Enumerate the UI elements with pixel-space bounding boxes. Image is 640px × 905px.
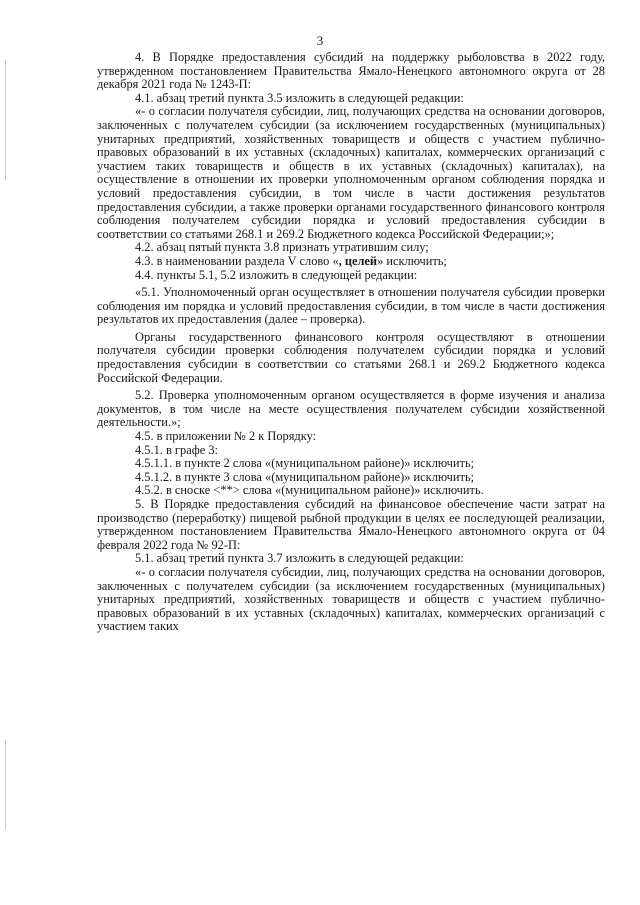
paragraph: 4.5.2. в сноске <**> слова «(муниципальном районе)» исключить. xyxy=(135,483,484,498)
paragraph: 4.4. пункты 5.1, 5.2 изложить в следующей редакции: xyxy=(135,267,418,282)
paragraph: «5.1. Уполномоченный орган осуществляет в отношении получателя субсидии проверки соблюдения им порядка и условий предоставления субсидии, в том числе в части достижения результатов их предоставления (далее – проверка). xyxy=(97,285,605,327)
paragraph xyxy=(97,255,605,269)
paragraph: 4. В Порядке предоставления субсидий на поддержку рыболовства в 2022 году, утвержденном постановлением Правительства Ямало-Ненецкого автономного округа от 28 декабря 2021 года № 1243-П: xyxy=(97,50,605,92)
paragraph: 4.5.1. в графе 3: xyxy=(135,442,218,457)
paragraph: 4.5.1.1. в пункте 2 слова «(муниципальном районе)» исключить; xyxy=(135,456,475,471)
scan-edge-mark xyxy=(5,740,6,830)
page-number: 3 xyxy=(316,33,324,48)
text-run: 4.3. в наименовании раздела V слово « xyxy=(135,253,339,268)
document-body xyxy=(97,51,605,634)
scan-edge-mark xyxy=(5,60,6,180)
paragraph: 4.1. абзац третий пункта 3.5 изложить в следующей редакции: xyxy=(135,90,464,105)
paragraph: «- о согласии получателя субсидии, лиц, получающих средства на основании договоров, заключенных с получателем субсидии (за исключением государственных (муниципальных) унитарных предприятий, хозяйственных товариществ и обществ с участием публично-правовых образований в их уставных (складочных) капиталах, коммерческих организаций с участием таких xyxy=(97,564,605,634)
paragraph: Органы государственного финансового контроля осуществляют в отношении получателя субсидии проверки соблюдения получателем субсидии порядка и условий предоставления субсидии в соответствии со статьями 268.1 и 269.2 Бюджетного кодекса Российской Федерации. xyxy=(97,329,605,385)
paragraph: 4.5.1.2. в пункте 3 слова «(муниципальном районе)» исключить; xyxy=(135,469,475,484)
paragraph: 5. В Порядке предоставления субсидий на финансовое обеспечение части затрат на производство (переработку) пищевой рыбной продукции в целях ее последующей реализации, утвержденном постановлением Правительства Ямало-Ненецкого автономного округа от 04 февраля 2022 года № 92-П: xyxy=(97,497,605,552)
paragraph: 4.2. абзац пятый пункта 3.8 признать утратившим силу; xyxy=(135,240,429,255)
text-run: » исключить; xyxy=(377,253,447,268)
paragraph: 5.1. абзац третий пункта 3.7 изложить в следующей редакции: xyxy=(135,551,464,566)
paragraph: 5.2. Проверка уполномоченным органом осуществляется в форме изучения и анализа документов, в том числе на месте осуществления получателем субсидии хозяйственной деятельности.»; xyxy=(97,388,605,430)
paragraph: 4.5. в приложении № 2 к Порядку: xyxy=(135,429,317,444)
paragraph: «- о согласии получателя субсидии, лиц, получающих средства на основании договоров, заключенных с получателем субсидии (за исключением государственных (муниципальных) унитарных предприятий, хозяйственных товариществ и обществ с участием публично-правовых образований в их уставных (складочных) капиталах, коммерческих организаций с участием таких товариществ и обществ в их уставных (складочных) капиталах), на осуществление в отношении их проверки уполномоченным органом соблюдения порядка и условий предоставления субсидии, в том числе в части достижения результатов предоставления субсидии, а также проверки органами государственного финансового контроля соблюдения получателем субсидии порядка и условий предоставления субсидии в соответствии со статьями 268.1 и 269.2 Бюджетного кодекса Российской Федерации;»; xyxy=(97,104,605,241)
bold-text-run: , целей xyxy=(338,253,378,268)
